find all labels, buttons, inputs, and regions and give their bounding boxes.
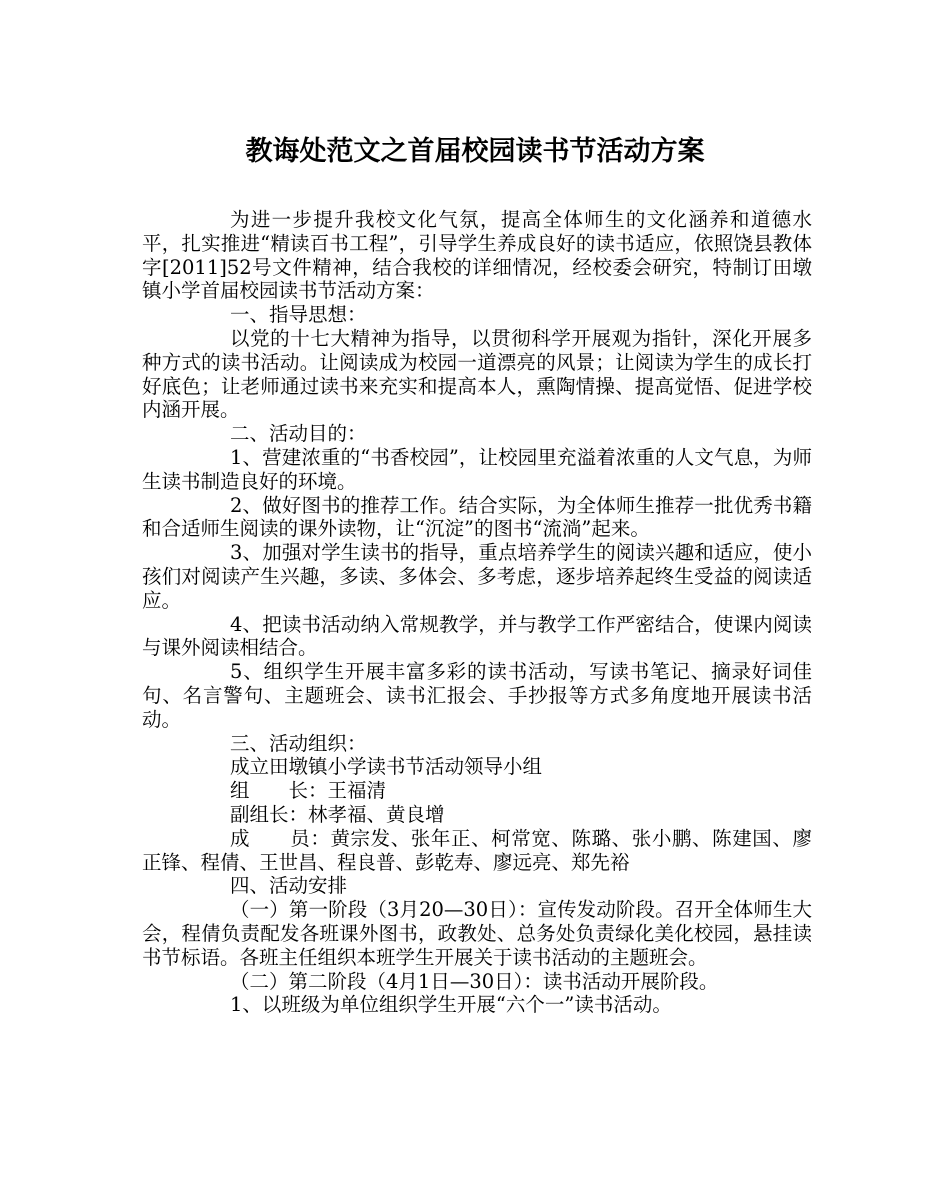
- document-title: 教诲处范文之首届校园读书节活动方案: [245, 136, 705, 167]
- purpose-item-2: 2、做好图书的推荐工作。结合实际，为全体师生推荐一批优秀书籍和合适师生阅读的课外读物，让“沉淀”的图书“流淌”起来。: [142, 493, 812, 541]
- purpose-item-4: 4、把读书活动纳入常规教学，并与教学工作严密结合，使课内阅读与课外阅读相结合。: [142, 612, 812, 660]
- schedule-stage-1: （一）第一阶段（3月20—30日）：宣传发动阶段。召开全体师生大会，程倩负责配发各班课外图书，政教处、总务处负责绿化美化校园，悬挂读书节标语。各班主任组织本班学生开展关于读书活动的主题班会。: [142, 898, 812, 969]
- section-heading-activity-purpose: 二、活动目的：: [230, 422, 367, 446]
- organization-members-line: 成 员：黄宗发、张年正、柯常宽、陈璐、张小鹏、陈建国、廖正锋、程倩、王世昌、程良普、彭乾寿、廖远亮、郑先裕: [142, 826, 812, 874]
- purpose-item-1: 1、营建浓重的“书香校园”，让校园里充溢着浓重的人文气息，为师生读书制造良好的环境。: [142, 445, 812, 493]
- schedule-stage-2: （二）第二阶段（4月1日—30日）：读书活动开展阶段。: [230, 969, 719, 993]
- purpose-item-3: 3、加强对学生读书的指导，重点培养学生的阅读兴趣和适应，使小孩们对阅读产生兴趣，多读、多体会、多考虑，逐步培养起终生受益的阅读适应。: [142, 541, 812, 612]
- schedule-stage-2-item-1: 1、以班级为单位组织学生开展“六个一”读书活动。: [230, 993, 672, 1017]
- section-heading-activity-schedule: 四、活动安排: [230, 874, 348, 898]
- organization-deputy-leader-line: 副组长：林孝福、黄良增: [230, 802, 445, 826]
- guiding-thought-paragraph: 以党的十七大精神为指导，以贯彻科学开展观为指针，深化开展多种方式的读书活动。让阅读成为校园一道漂亮的风景；让阅读为学生的成长打好底色；让老师通过读书来充实和提高本人，熏陶情操、提高觉悟、促进学校内涵开展。: [142, 326, 812, 422]
- purpose-item-5: 5、组织学生开展丰富多彩的读书活动，写读书笔记、摘录好词佳句、名言警句、主题班会、读书汇报会、手抄报等方式多角度地开展读书活动。: [142, 660, 812, 731]
- organization-leader-line: 组 长：王福清: [230, 779, 387, 803]
- organization-group-line: 成立田墩镇小学读书节活动领导小组: [230, 755, 543, 779]
- document-body: [142, 208, 812, 1017]
- intro-paragraph: 为进一步提升我校文化气氛，提高全体师生的文化涵养和道德水平，扎实推进“精读百书工程”，引导学生养成良好的读书适应，依照饶县教体字[2011]52号文件精神，结合我校的详细情况，经校委会研究，特制订田墩镇小学首届校园读书节活动方案：: [142, 208, 812, 303]
- section-heading-guiding-thought: 一、指导思想：: [230, 303, 367, 327]
- section-heading-activity-organization: 三、活动组织：: [230, 731, 367, 755]
